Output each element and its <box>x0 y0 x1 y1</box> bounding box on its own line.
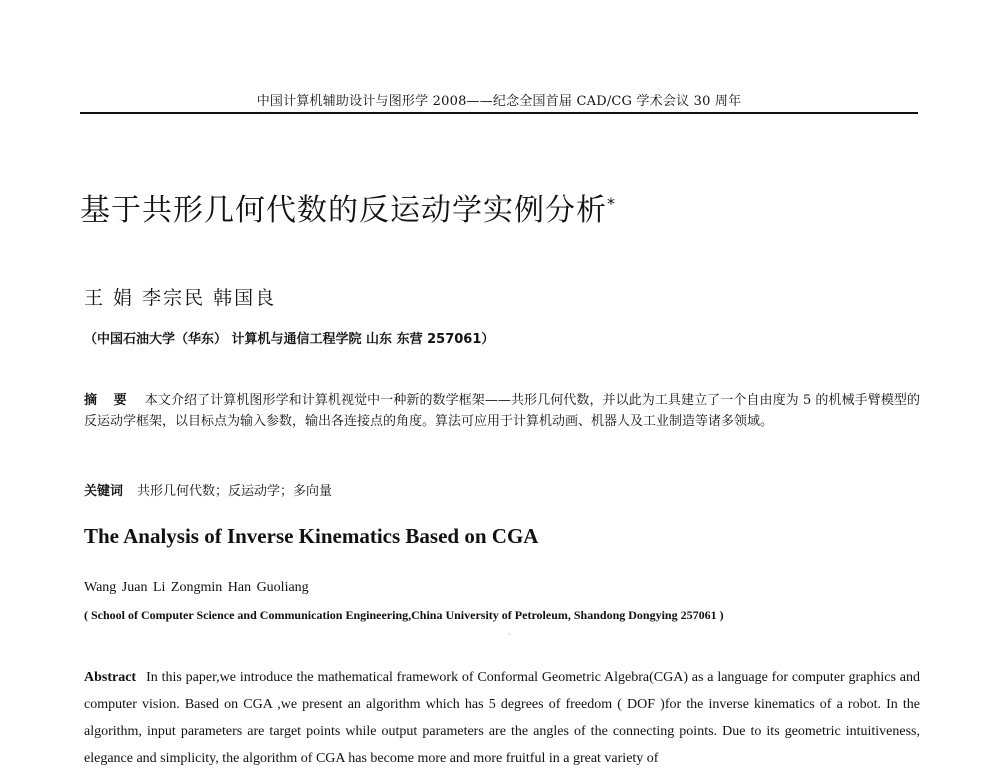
authors-cn: 王 娟 李宗民 韩国良 <box>84 287 277 309</box>
stray-mark: · <box>508 630 511 639</box>
header-rule <box>80 112 918 114</box>
keywords-cn <box>84 480 332 499</box>
keywords-text-cn: 共形几何代数；反运动学；多向量 <box>137 484 333 499</box>
abstract-label-en: Abstract <box>84 670 137 685</box>
paper-title-cn-text: 基于共形几何代数的反运动学实例分析 <box>80 193 607 228</box>
abstract-label-cn: 摘 要 <box>84 393 133 408</box>
abstract-en <box>84 664 920 772</box>
keywords-label-cn: 关键词 <box>84 484 124 499</box>
running-header: 中国计算机辅助设计与图形学 2008——纪念全国首届 CAD/CG 学术会议 30 周年 <box>256 94 742 109</box>
paper-title-en: The Analysis of Inverse Kinematics Based on CGA <box>84 524 539 548</box>
abstract-text-cn: 本文介绍了计算机图形学和计算机视觉中一种新的数学框架——共形几何代数，并以此为工具建立了一个自由度为 5 的机械手臂模型的反运动学框架，以目标点为输入参数，输出各连接点的角度。算法可应用于计算机动画、机器人及工业制造等诸多领域。 <box>84 393 920 429</box>
affiliation-en: ( School of Computer Science and Communication Engineering,China University of Petroleum, Shandong Dongying 257061 ) <box>84 608 724 622</box>
authors-en: Wang Juan Li Zongmin Han Guoliang <box>84 580 309 595</box>
paper-title-cn <box>80 185 616 229</box>
title-footnote-star: * <box>607 194 616 213</box>
abstract-cn <box>84 390 920 432</box>
affiliation-cn: （中国石油大学（华东） 计算机与通信工程学院 山东 东营 257061） <box>84 332 495 347</box>
abstract-text-en: In this paper,we introduce the mathematical framework of Conformal Geometric Algebra(CGA) as a language for computer graphics and computer vision. Based on CGA ,we present an algorithm which has 5 degrees of freedom ( DOF )for the inverse kinematics of a robot. In the algorithm, input parameters are target points while output parameters are the angles of the connecting points. Due to its geometric intuitiveness, elegance and simplicity, the algorithm of CGA has become more and more fruitful in a great variety of <box>84 670 920 766</box>
